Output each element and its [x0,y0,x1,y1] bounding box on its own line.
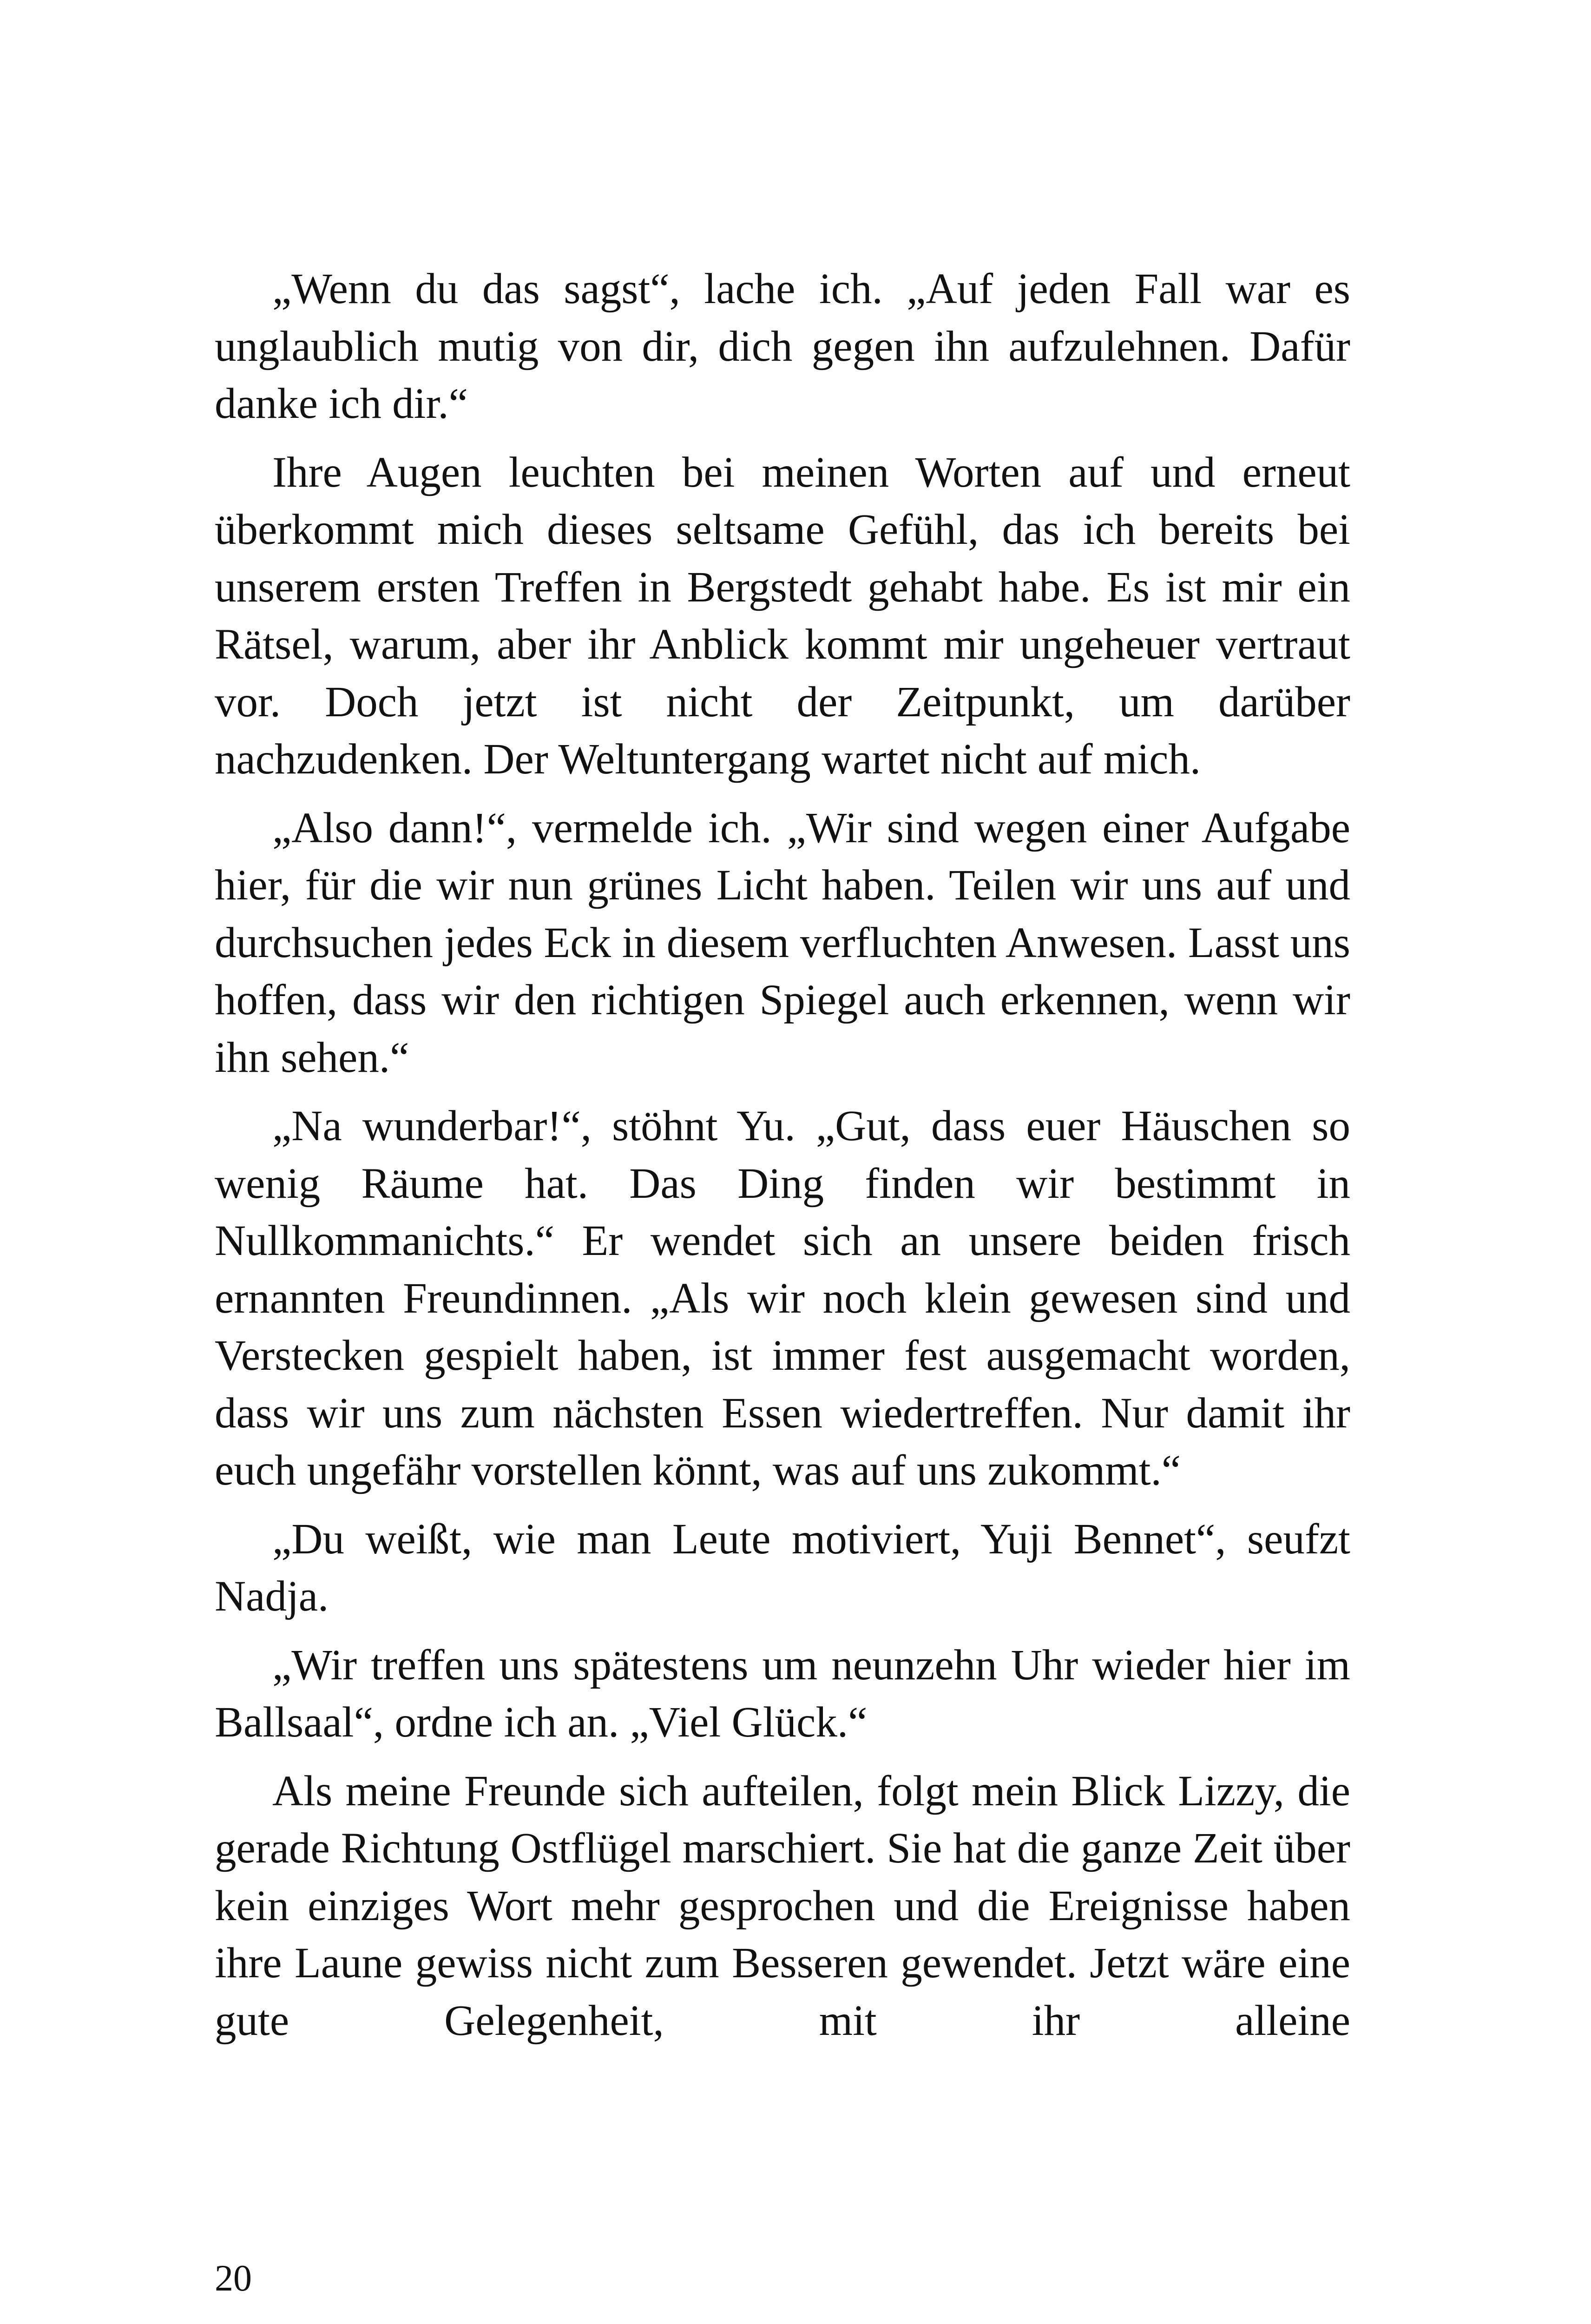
paragraph-7: Als meine Freunde sich aufteilen, folgt mein Blick Lizzy, die gerade Richtung Ostflügel marschiert. Sie hat die ganze Zeit über kein einziges Wort mehr gesprochen und die Ereignisse haben ihre Laune gewiss nicht zum Besseren gewendet. Jetzt wäre eine gute Gelegenheit, mit ihr alleine [215,1767,1350,2045]
paragraph-4: „Na wunderbar!“, stöhnt Yu. „Gut, dass euer Häuschen so wenig Räume hat. Das Ding finden wir bestimmt in Nullkommanichts.“ Er wendet sich an unsere beiden frisch ernannten Freundinnen. „Als wir noch klein gewesen sind und Verstecken gespielt haben, ist immer fest ausgemacht worden, dass wir uns zum nächsten Essen wiedertreffen. Nur damit ihr euch ungefähr vorstellen könnt, was auf uns zukommt.“ [215,1102,1350,1494]
page-number: 20 [215,2258,252,2299]
paragraph-1: „Wenn du das sagst“, lache ich. „Auf jeden Fall war es unglaublich mutig von dir, dich gegen ihn aufzulehnen. Dafür danke ich dir.“ [215,265,1350,428]
paragraph-2: Ihre Augen leuchten bei meinen Worten auf und erneut überkommt mich dieses seltsame Gefühl, das ich bereits bei unserem ersten Treffen in Bergstedt gehabt habe. Es ist mir ein Rätsel, warum, aber ihr Anblick kommt mir ungeheuer vertraut vor. Doch jetzt ist nicht der Zeitpunkt, um darüber nachzudenken. Der Weltuntergang wartet nicht auf mich. [215,448,1350,783]
paragraph-3: „Also dann!“, vermelde ich. „Wir sind wegen einer Aufgabe hier, für die wir nun grünes Licht haben. Teilen wir uns auf und durchsuchen jedes Eck in diesem verfluchten Anwesen. Lasst uns hoffen, dass wir den richtigen Spiegel auch erkennen, wenn wir ihn sehen.“ [215,804,1350,1082]
paragraph-6: „Wir treffen uns spätestens um neunzehn Uhr wieder hier im Ballsaal“, ordne ich an. „Viel Glück.“ [215,1641,1350,1746]
body-text [215,260,1350,2049]
paragraph-5: „Du weißt, wie man Leute motiviert, Yuji Bennet“, seufzt Nadja. [215,1515,1350,1620]
